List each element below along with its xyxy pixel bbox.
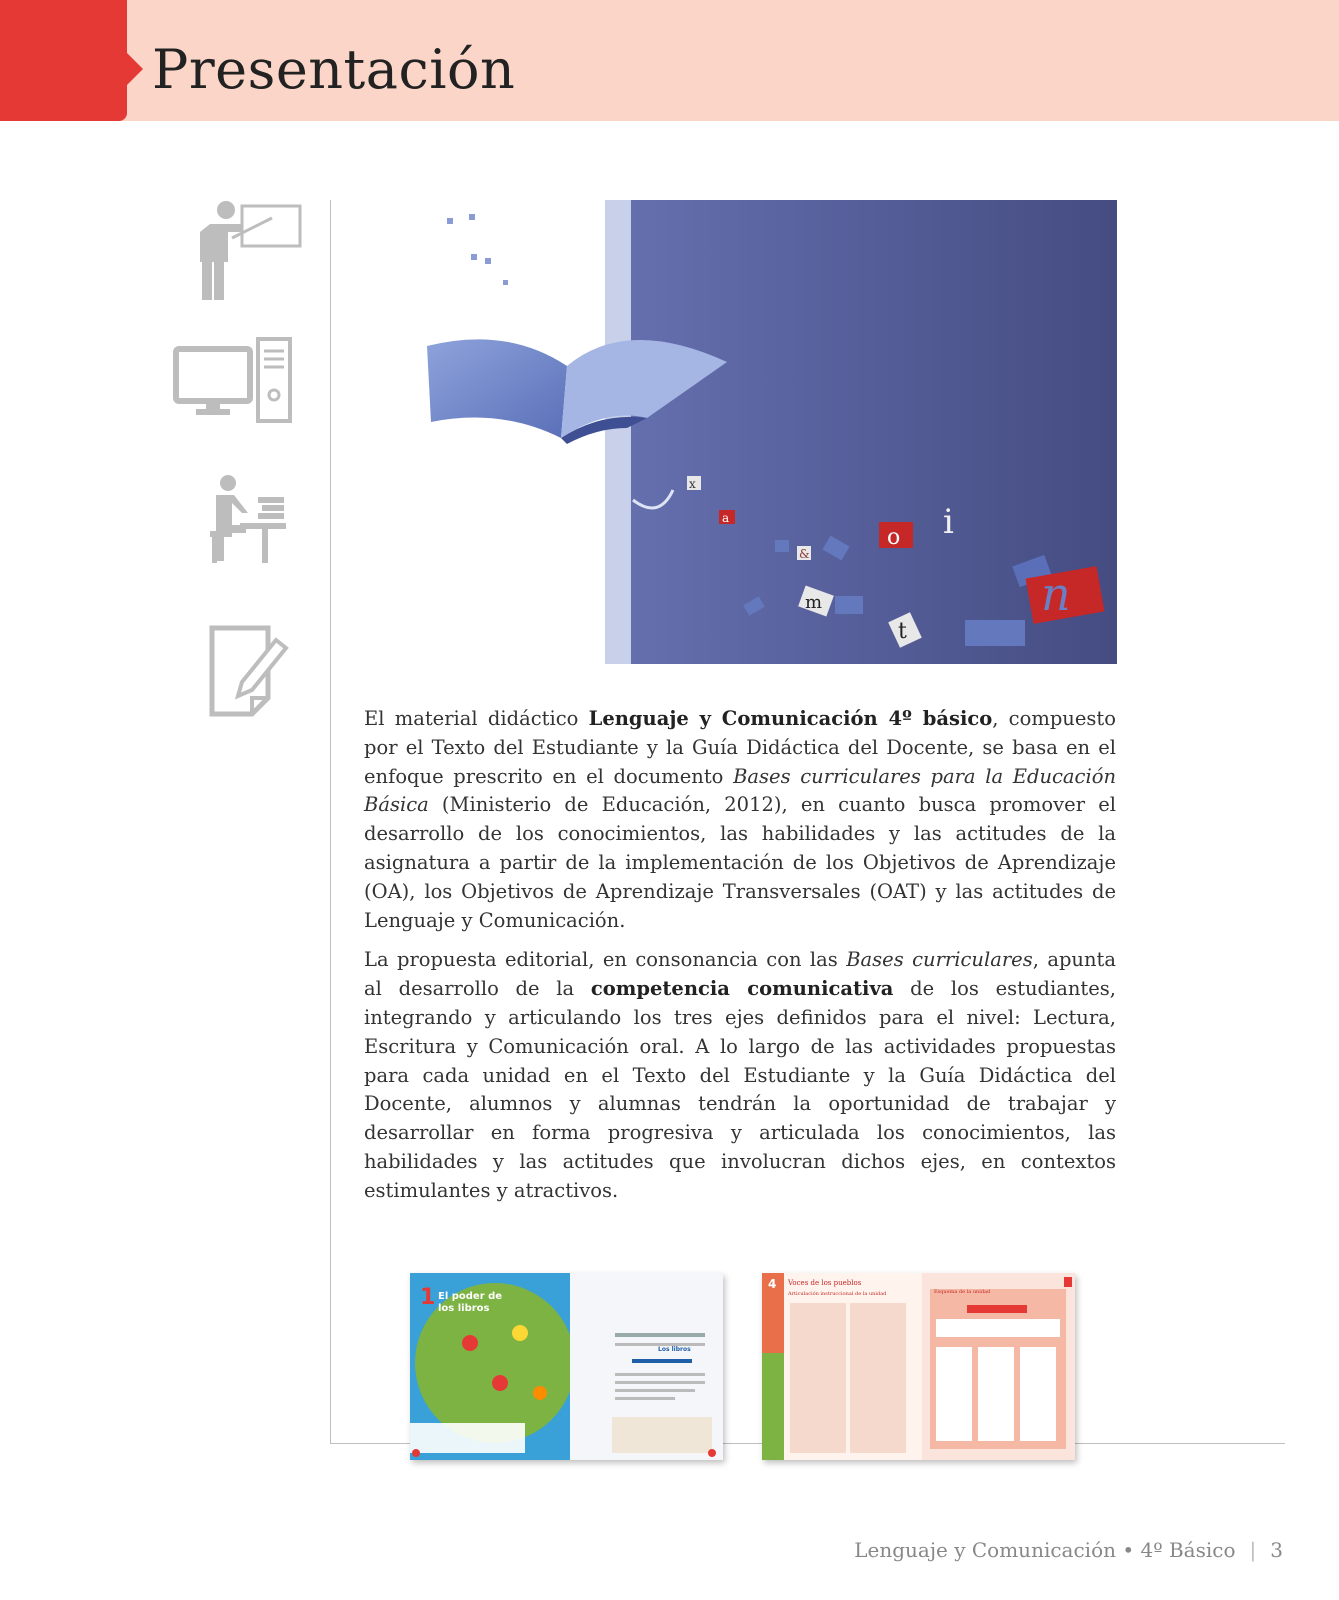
desktop-computer-icon — [170, 333, 310, 443]
hero-letter-o: o — [887, 525, 901, 550]
competencia-comunicativa: competencia comunicativa — [590, 977, 894, 1001]
unit-4-subtitle: Articulación instruccional de la unidad — [788, 1291, 887, 1297]
hero-letter-m: m — [805, 592, 823, 613]
student-text-thumbnail — [410, 1273, 723, 1460]
header-accent-tab — [0, 0, 127, 121]
unit-1-title: El poder de los libros — [438, 1291, 503, 1314]
hero-letter-a: a — [722, 511, 730, 525]
hero-letter-i: i — [943, 502, 954, 542]
hero-letter-ampersand: & — [799, 547, 810, 561]
unit-4-scheme-title: Esquema de la unidad — [934, 1289, 991, 1295]
unit-4-title: Voces de los pueblos — [788, 1279, 862, 1287]
presentation-body — [364, 705, 1116, 1217]
footer-separator: | — [1249, 1538, 1257, 1562]
unit-4-number: 4 — [768, 1277, 777, 1291]
paragraph-1: El material didáctico Lenguaje y Comunicación 4º básico, compuesto por el Texto del Estudiante y la Guía Didáctica del Docente, se basa en el enfoque prescrito en el documento Bases curriculares para la Educación Básica (Ministerio de Educación, 2012), en cuanto busca promover el desarrollo de los conocimientos, las habilidades y las actitudes de la asignatura a partir de la implementación de los Objetivos de Aprendizaje (OA), los Objetivos de Aprendizaje Transversales (OAT) y las actitudes de Lenguaje y Comunicación. — [364, 707, 1117, 932]
hero-illustration — [365, 200, 1117, 664]
footer-book-title: Lenguaje y Comunicación • 4º Básico — [854, 1538, 1236, 1562]
page-title: Presentación — [152, 38, 516, 101]
vertical-divider — [330, 200, 331, 1444]
unit-1-number: 1 — [420, 1285, 436, 1310]
book-title: Lenguaje y Comunicación 4º básico — [588, 707, 993, 730]
paragraph-2: La propuesta editorial, en consonancia con las Bases curriculares, apunta al desarrollo de la competencia comunicativa de los estudiantes, integrando y articulando los tres ejes definidos para el nivel: Lectura, Escritura y Comunicación oral. A lo largo de las actividades propuestas para cada unidad en el Texto del Estudiante y la Guía Didáctica del Docente, alumnos y alumnas tendrán la oportunidad de trabajar y desarrollar en forma progresiva y articulada los conocimientos, las habilidades y las actitudes que involucran dichos ejes, en contextos estimulantes y atractivos. — [364, 948, 1117, 1202]
page-header — [0, 0, 1339, 121]
student-desk-icon — [170, 473, 310, 583]
page-footer — [854, 1538, 1283, 1562]
hero-letter-n: n — [1041, 567, 1071, 621]
teacher-presentation-icon — [170, 198, 310, 308]
pencil-edit-icon — [170, 618, 310, 728]
bases-curriculares: Bases curriculares — [846, 948, 1033, 972]
hero-letter-x: x — [689, 477, 696, 491]
page-number: 3 — [1270, 1538, 1283, 1562]
document-title: Bases curriculares para la Educación Básica — [364, 764, 1117, 817]
unit-1-subtitle: Los libros — [658, 1346, 691, 1353]
teacher-guide-thumbnail — [762, 1273, 1075, 1460]
hero-letter-t: t — [898, 619, 907, 644]
